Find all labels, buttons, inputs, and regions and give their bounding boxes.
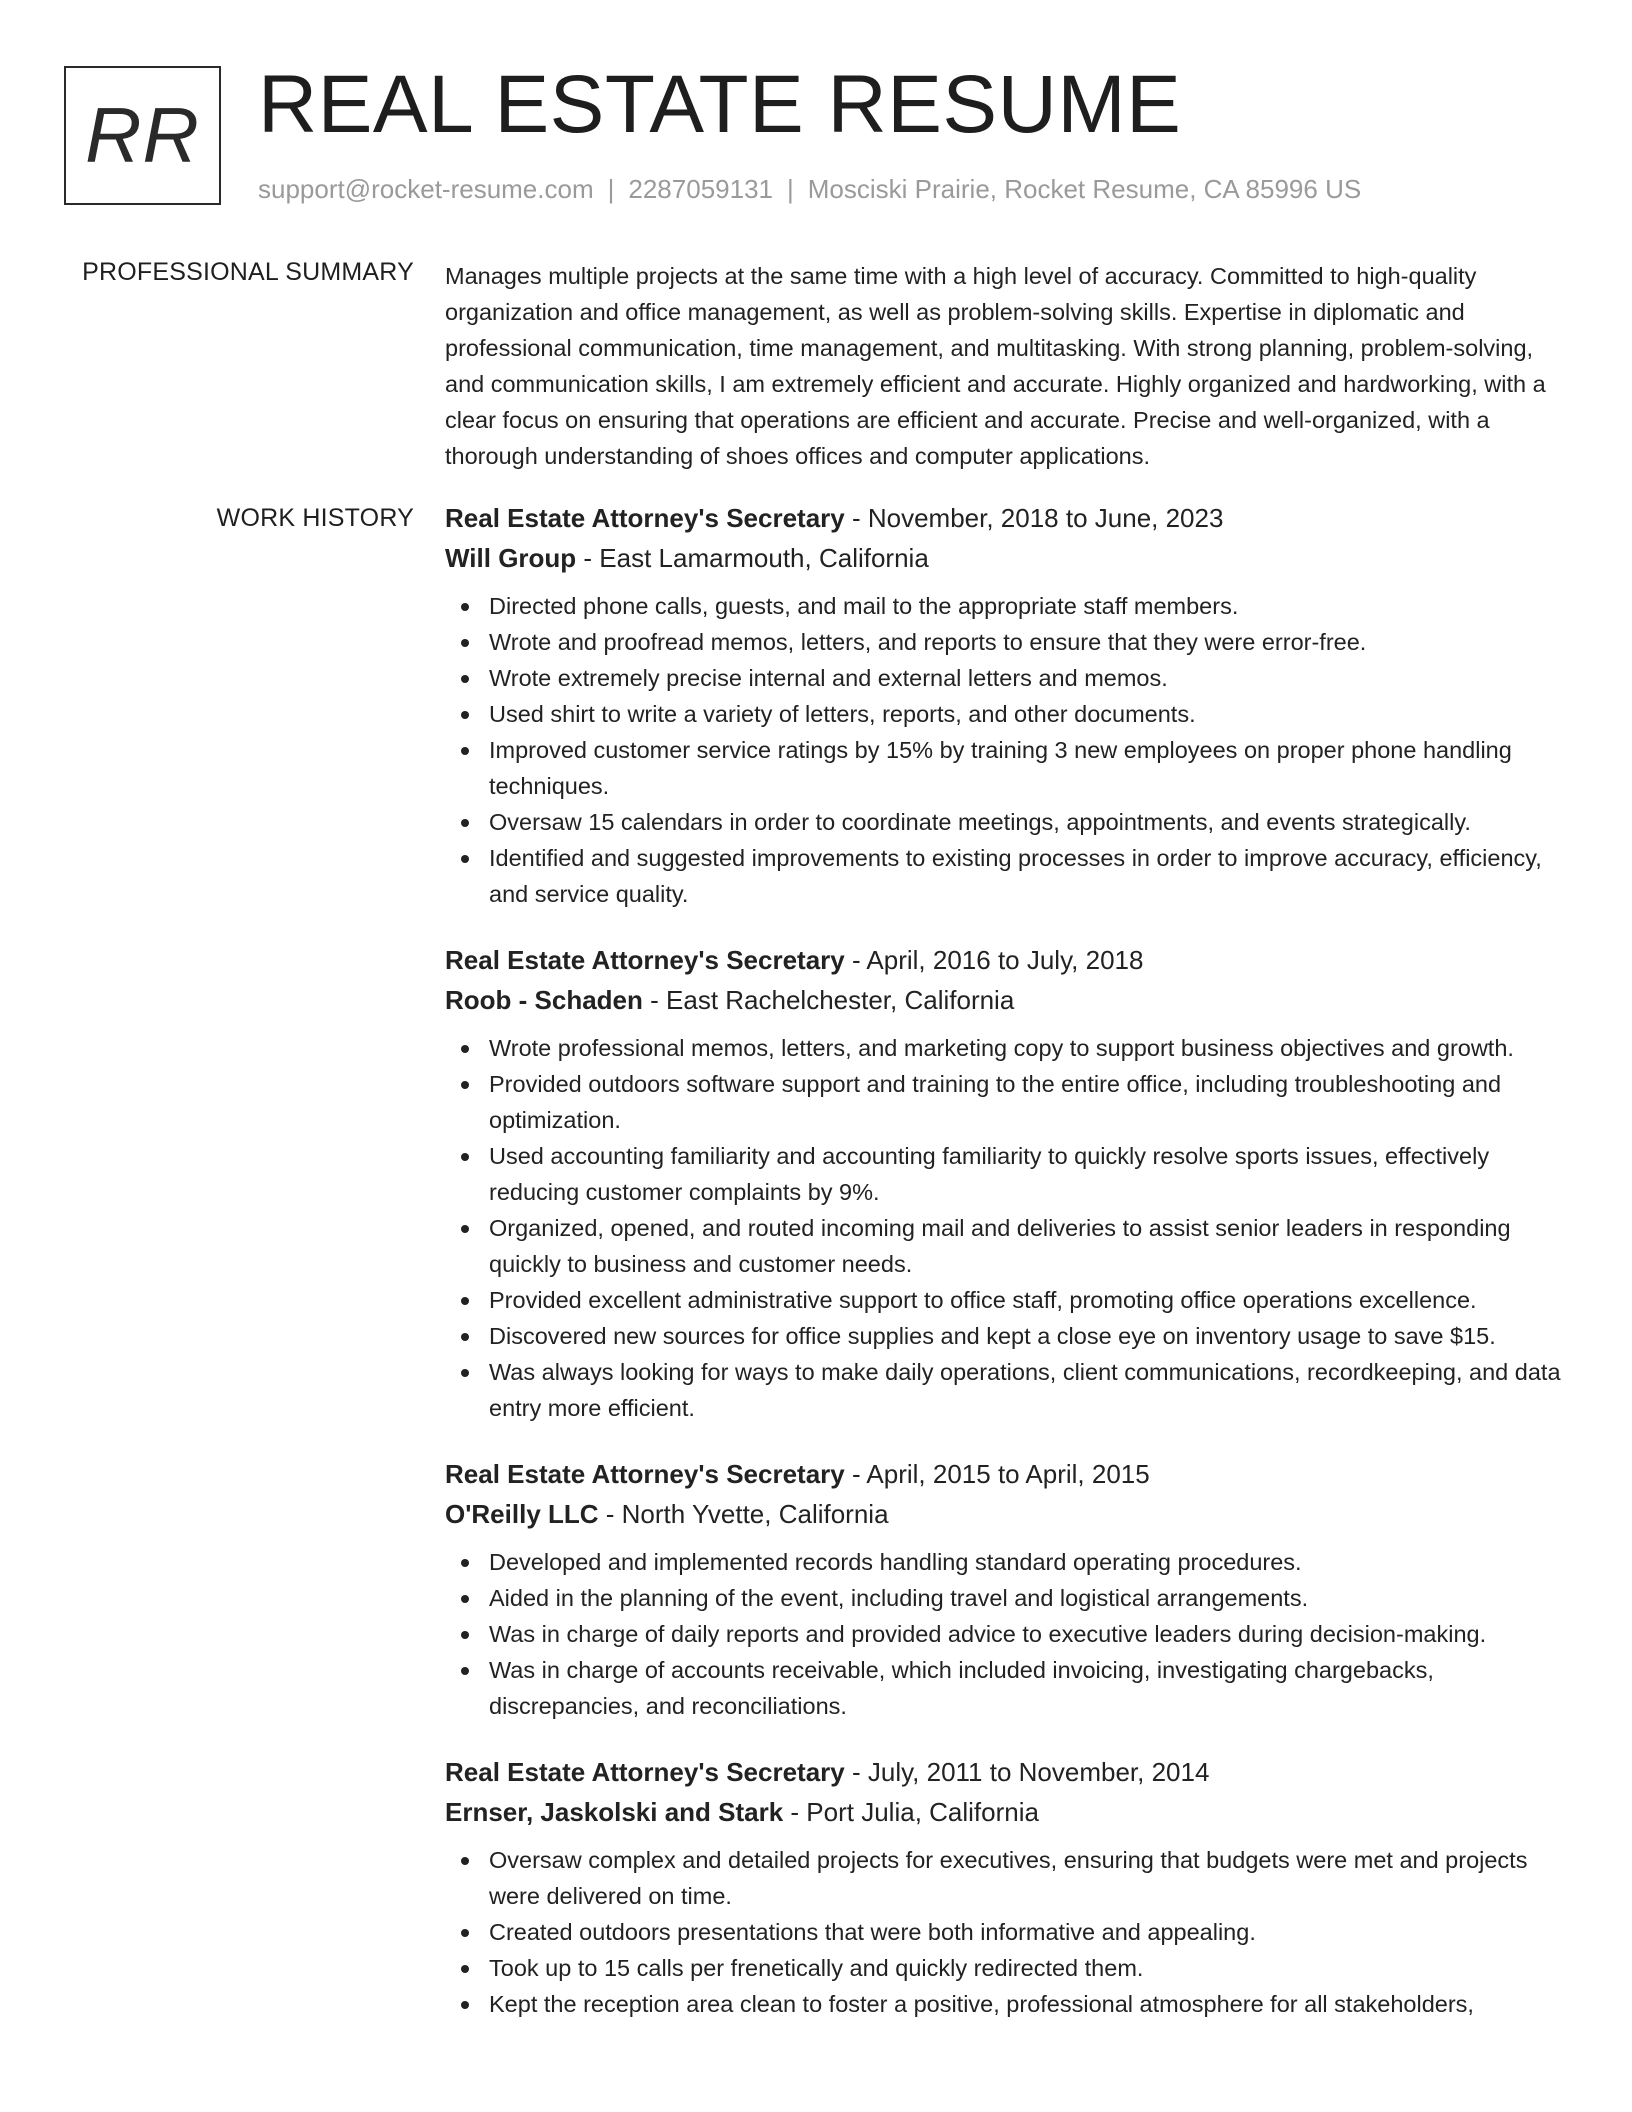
job-entry: [445, 940, 1568, 1426]
job-company: Roob - Schaden: [445, 985, 643, 1015]
job-title: Real Estate Attorney's Secretary: [445, 1459, 845, 1489]
job-title: Real Estate Attorney's Secretary: [445, 1757, 845, 1787]
summary-heading: PROFESSIONAL SUMMARY: [82, 258, 414, 286]
job-bullet: Provided outdoors software support and training to the entire office, including troubleshooting and optimization.: [489, 1066, 1568, 1138]
job-dates: - April, 2016 to July, 2018: [844, 945, 1144, 975]
job-bullet: Developed and implemented records handling standard operating procedures.: [489, 1544, 1568, 1580]
job-location: - East Rachelchester, California: [642, 985, 1015, 1015]
job-entry: [445, 1454, 1568, 1724]
job-bullets: [445, 588, 1568, 912]
job-company: Will Group: [445, 543, 577, 573]
job-bullet: Used accounting familiarity and accounting familiarity to quickly resolve sports issues, effectively reducing customer complaints by 9%.: [489, 1138, 1568, 1210]
job-list: [445, 498, 1568, 2050]
job-bullet: Was always looking for ways to make daily operations, client communications, recordkeeping, and data entry more efficient.: [489, 1354, 1568, 1426]
job-location: - North Yvette, California: [598, 1499, 889, 1529]
job-entry: [445, 1752, 1568, 2022]
job-bullet: Took up to 15 calls per frenetically and quickly redirected them.: [489, 1950, 1568, 1986]
contact-separator: |: [607, 174, 615, 204]
job-title: Real Estate Attorney's Secretary: [445, 945, 845, 975]
job-bullet: Wrote and proofread memos, letters, and reports to ensure that they were error-free.: [489, 624, 1568, 660]
job-bullets: [445, 1030, 1568, 1426]
job-entry: [445, 498, 1568, 912]
work-history-heading: WORK HISTORY: [216, 504, 414, 532]
job-bullet: Used shirt to write a variety of letters, reports, and other documents.: [489, 696, 1568, 732]
job-bullet: Improved customer service ratings by 15% by training 3 new employees on proper phone handling techniques.: [489, 732, 1568, 804]
job-title-line: [445, 1752, 1568, 1792]
contact-line: [258, 174, 1361, 205]
job-company-line: [445, 1494, 1568, 1534]
resume-header: [64, 59, 1568, 210]
job-bullet: Created outdoors presentations that were both informative and appealing.: [489, 1914, 1568, 1950]
summary-text: Manages multiple projects at the same time with a high level of accuracy. Committed to high-quality organization and office management, as well as problem-solving skills. Expertise in diplomatic and professional communication, time management, and multitasking. With strong planning, problem-solving, and communication skills, I am extremely efficient and accurate. Highly organized and hardworking, with a clear focus on ensuring that operations are efficient and accurate. Precise and well-organized, with a thorough understanding of shoes offices and computer applications.: [445, 263, 1546, 469]
job-company: Ernser, Jaskolski and Stark: [445, 1797, 784, 1827]
job-bullets: [445, 1842, 1568, 2022]
job-company-line: [445, 538, 1568, 578]
job-location: - East Lamarmouth, California: [576, 543, 929, 573]
job-company-line: [445, 980, 1568, 1020]
job-bullet: Organized, opened, and routed incoming mail and deliveries to assist senior leaders in responding quickly to business and customer needs.: [489, 1210, 1568, 1282]
resume-title: REAL ESTATE RESUME: [258, 59, 1182, 150]
contact-separator: |: [787, 174, 794, 204]
job-bullet: Provided excellent administrative support to office staff, promoting office operations excellence.: [489, 1282, 1568, 1318]
job-company: O'Reilly LLC: [445, 1499, 599, 1529]
job-bullet: Wrote professional memos, letters, and marketing copy to support business objectives and growth.: [489, 1030, 1568, 1066]
job-title-line: [445, 498, 1568, 538]
job-dates: - July, 2011 to November, 2014: [844, 1757, 1210, 1787]
job-title: Real Estate Attorney's Secretary: [445, 503, 845, 533]
job-bullet: Identified and suggested improvements to existing processes in order to improve accuracy, efficiency, and service quality.: [489, 840, 1568, 912]
contact-email: support@rocket-resume.com: [258, 174, 594, 204]
job-bullet: Discovered new sources for office supplies and kept a close eye on inventory usage to save $15.: [489, 1318, 1568, 1354]
job-bullet: Oversaw 15 calendars in order to coordinate meetings, appointments, and events strategically.: [489, 804, 1568, 840]
job-company-line: [445, 1792, 1568, 1832]
job-dates: - November, 2018 to June, 2023: [844, 503, 1224, 533]
monogram-logo: RR: [64, 66, 221, 205]
job-bullet: Directed phone calls, guests, and mail to the appropriate staff members.: [489, 588, 1568, 624]
contact-address: Mosciski Prairie, Rocket Resume, CA 85996 US: [807, 174, 1362, 204]
job-bullet: Kept the reception area clean to foster a positive, professional atmosphere for all stakeholders,: [489, 1986, 1568, 2022]
job-bullet: Wrote extremely precise internal and external letters and memos.: [489, 660, 1568, 696]
job-bullet: Was in charge of accounts receivable, which included invoicing, investigating chargebacks, discrepancies, and reconciliations.: [489, 1652, 1568, 1724]
job-title-line: [445, 940, 1568, 980]
contact-phone: 2287059131: [628, 174, 773, 204]
job-bullet: Aided in the planning of the event, including travel and logistical arrangements.: [489, 1580, 1568, 1616]
job-location: - Port Julia, California: [783, 1797, 1039, 1827]
job-dates: - April, 2015 to April, 2015: [844, 1459, 1150, 1489]
job-bullet: Oversaw complex and detailed projects for executives, ensuring that budgets were met and projects were delivered on time.: [489, 1842, 1568, 1914]
job-title-line: [445, 1454, 1568, 1494]
job-bullet: Was in charge of daily reports and provided advice to executive leaders during decision-making.: [489, 1616, 1568, 1652]
job-bullets: [445, 1544, 1568, 1724]
